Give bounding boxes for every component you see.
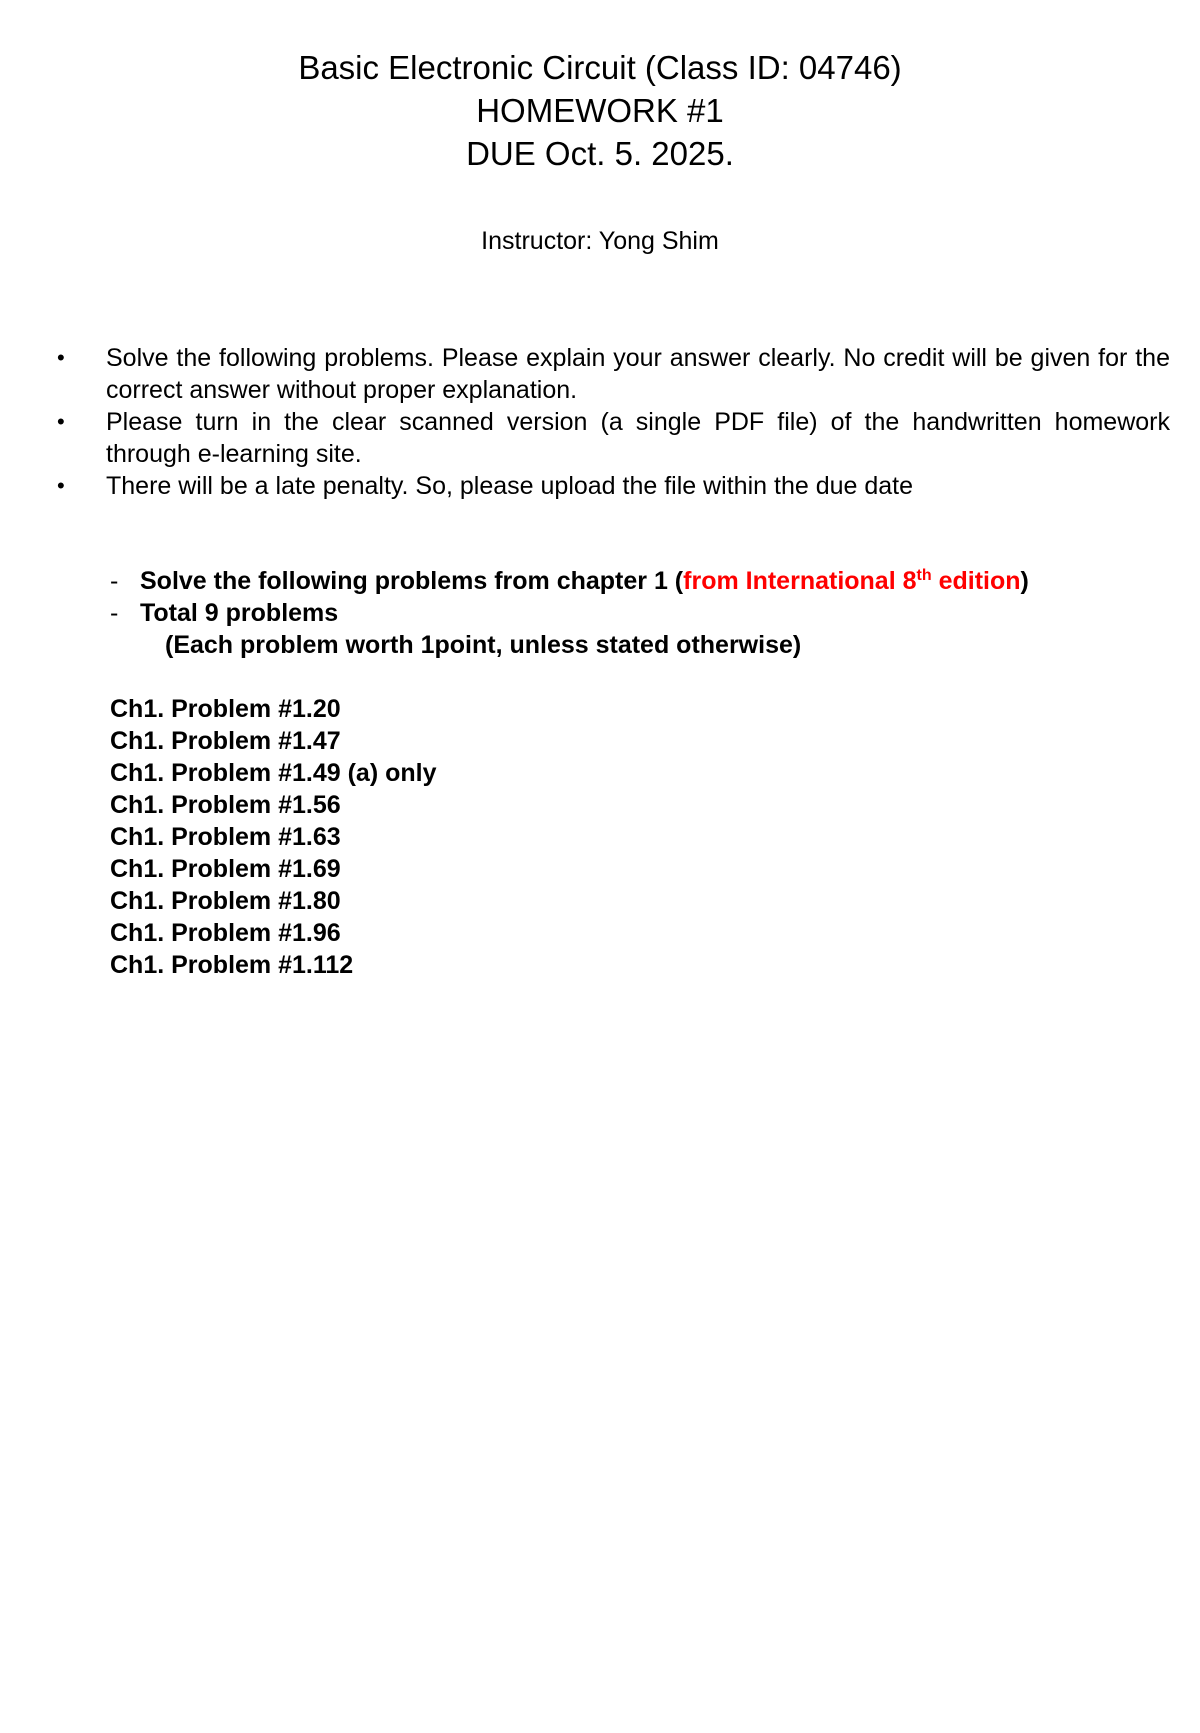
dash-icon: - — [110, 599, 119, 627]
course-title: Basic Electronic Circuit (Class ID: 04746) — [298, 49, 902, 86]
instruction-item — [50, 470, 1170, 502]
due-date: DUE Oct. 5. 2025. — [466, 135, 734, 172]
task-item — [110, 597, 1150, 629]
problem-item: Ch1. Problem #1.49 (a) only — [110, 759, 437, 787]
task-item — [110, 565, 1150, 597]
scoring-note: (Each problem worth 1point, unless stated otherwise) — [165, 631, 802, 659]
problem-item: Ch1. Problem #1.96 — [110, 919, 341, 947]
instructions-list — [50, 342, 1170, 502]
edition-tail: edition — [931, 567, 1021, 595]
instruction-item — [50, 406, 1170, 470]
problem-item: Ch1. Problem #1.69 — [110, 855, 341, 883]
edition-superscript: th — [916, 567, 932, 584]
problem-item: Ch1. Problem #1.47 — [110, 727, 341, 755]
instructor-name: Instructor: Yong Shim — [481, 227, 719, 255]
problem-list — [110, 693, 437, 981]
instruction-text: Solve the following problems. Please explain your answer clearly. No credit will be given for the correct answer without proper explanation. — [106, 344, 1170, 404]
problem-item: Ch1. Problem #1.20 — [110, 695, 341, 723]
document-header — [0, 46, 1200, 175]
problem-item: Ch1. Problem #1.63 — [110, 823, 341, 851]
problem-item: Ch1. Problem #1.56 — [110, 791, 341, 819]
task-suffix: ) — [1020, 567, 1029, 595]
task-total: Total 9 problems — [140, 599, 339, 627]
homework-title: HOMEWORK #1 — [476, 92, 724, 129]
instruction-text: There will be a late penalty. So, please upload the file within the due date — [106, 472, 914, 500]
bullet-icon: • — [57, 409, 65, 434]
task-prefix: Solve the following problems from chapter 1 ( — [140, 567, 684, 595]
instruction-text: Please turn in the clear scanned version (a single PDF file) of the handwritten homework through e-learning site. — [106, 408, 1170, 468]
edition-text: from International 8 — [683, 567, 917, 595]
edition-highlight — [683, 567, 1020, 595]
bullet-icon: • — [57, 473, 65, 498]
dash-icon: - — [110, 567, 119, 595]
problem-item: Ch1. Problem #1.80 — [110, 887, 341, 915]
bullet-icon: • — [57, 345, 65, 370]
instruction-item — [50, 342, 1170, 406]
task-section — [110, 565, 1150, 661]
problem-item: Ch1. Problem #1.112 — [110, 951, 354, 979]
